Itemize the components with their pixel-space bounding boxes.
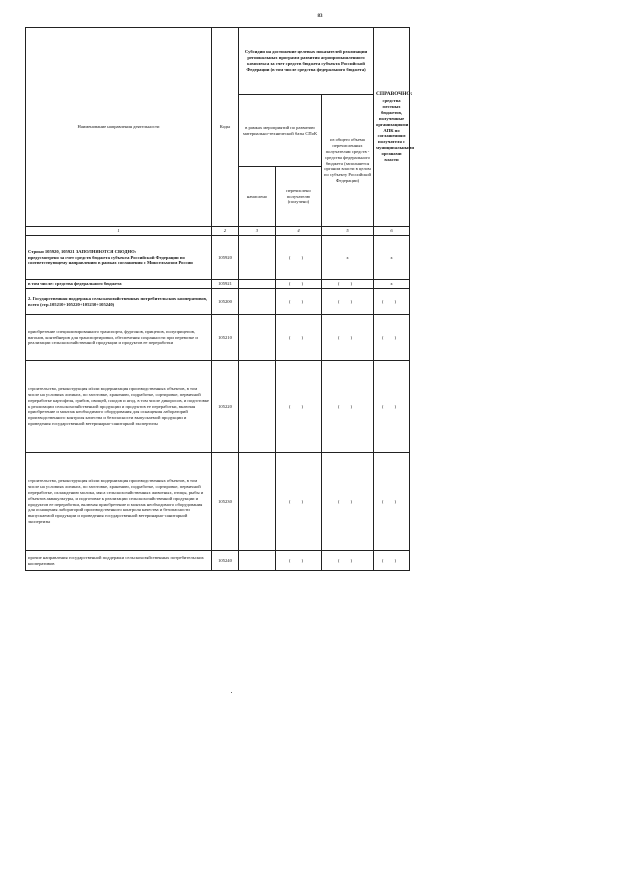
cell-accrued[interactable] [239, 453, 276, 551]
cell-transferred[interactable]: ( ) [276, 236, 322, 280]
row-code[interactable]: 105230 [212, 453, 239, 551]
table-row [26, 551, 410, 571]
row-text: прочие направления государственной поддержки сельскохозяйственных потребительских кооперативов [26, 551, 212, 571]
cell-reference[interactable]: ( ) [374, 551, 410, 571]
row-code[interactable]: 105200 [212, 289, 239, 315]
cell-federal[interactable]: ( ) [322, 361, 374, 453]
row-text: строительство, реконструкция и/или модернизация производственных объектов, в том числе на условиях лизинга, по заготовке, хранению, подработке, сортировке, первичной переработке, охлаждению молока, мяса сельскохозяйственных животных, птицы, рыбы и объектов аквакультуры, и подготовке к реализации сельскохозяйственной продукции и продуктов ее переработки, включая приобретение и монтаж необходимого оборудования для оснащения лабораторий производственного контроля качества и безопасности выпускаемой продукции и проведения государственной ветеринарно-санитарной экспертизы [26, 453, 212, 551]
cell-accrued[interactable] [239, 289, 276, 315]
table-row [26, 280, 410, 289]
cell-reference[interactable]: ( ) [374, 453, 410, 551]
cell-accrued[interactable] [239, 280, 276, 289]
table-row [26, 453, 410, 551]
row-text: приобретение специализированного транспорта, фургонов, прицепов, полуприцепов, вагонов, контейнеров для транспортировки, обеспечения сохранности при перевозке и реализации сельскохозяйственной продукции и продуктов ее переработки [26, 315, 212, 361]
cell-transferred[interactable]: ( ) [276, 453, 322, 551]
header-row-1 [26, 28, 410, 95]
cell-reference[interactable]: ( ) [374, 361, 410, 453]
cell-transferred[interactable]: ( ) [276, 289, 322, 315]
cell-federal[interactable]: ( ) [322, 280, 374, 289]
cell-accrued[interactable] [239, 551, 276, 571]
column-numbers-row [26, 227, 410, 236]
row-text: 2. Государственная поддержка сельскохозяйственных потребительских кооперативов, всего (стр.105210+105220+105230+105240) [26, 289, 212, 315]
header-name-column: Наименование направления деятельности [26, 28, 212, 227]
column-number: 1 [26, 227, 212, 236]
table-row [26, 236, 410, 280]
cell-transferred[interactable]: ( ) [276, 361, 322, 453]
column-number: 6 [374, 227, 410, 236]
row-code[interactable]: 105920 [212, 236, 239, 280]
header-reference-title: СПРАВОЧНО: [376, 90, 413, 97]
cell-transferred[interactable]: ( ) [276, 551, 322, 571]
row-code[interactable]: 105220 [212, 361, 239, 453]
column-number: 3 [239, 227, 276, 236]
row-text: строительство, реконструкция и/или модернизация производственных объектов, в том числе на условиях лизинга, по заготовке, хранению, подработке, сортировке, первичной переработке картофеля, грибов, овощей, плодов и ягод, в том числе дикоросов, и подготовке к реализации сельскохозяйственной продукции и продуктов ее переработки, включая приобретение и монтаж необходимого оборудования для оснащения лабораторий производственного контроля качества и безопасности выпускаемой продукции и проведения государственной ветеринарно-санитарной экспертизы [26, 361, 212, 453]
page-number: 83 [317, 14, 323, 19]
row-code[interactable]: 105240 [212, 551, 239, 571]
cell-reference[interactable]: x [374, 236, 410, 280]
table-row [26, 361, 410, 453]
header-within-events: в рамках мероприятий по развитию материально-технической базы СПоК [239, 95, 322, 167]
table-row [26, 289, 410, 315]
cell-transferred[interactable]: ( ) [276, 315, 322, 361]
column-number: 2 [212, 227, 239, 236]
header-transferred: перечислено получателю (получено) [276, 167, 322, 227]
row-code[interactable]: 105921 [212, 280, 239, 289]
header-reference-text: средства местных бюджетов, полученные организациями АПК по соглашениям получателя с муниципальными органами власти [376, 97, 415, 163]
cell-accrued[interactable] [239, 361, 276, 453]
column-number: 4 [276, 227, 322, 236]
cell-federal[interactable]: x [322, 236, 374, 280]
cell-federal[interactable]: ( ) [322, 315, 374, 361]
cell-reference[interactable]: x [374, 280, 410, 289]
row-text: в том числе: средства федерального бюджета [26, 280, 212, 289]
cell-federal[interactable]: ( ) [322, 289, 374, 315]
header-accrued: начислено [239, 167, 276, 227]
cell-reference[interactable]: ( ) [374, 315, 410, 361]
cell-accrued[interactable] [239, 236, 276, 280]
cell-federal[interactable]: ( ) [322, 453, 374, 551]
cell-reference[interactable]: ( ) [374, 289, 410, 315]
header-reference-cell [374, 28, 415, 227]
header-codes-column: Коды [212, 28, 239, 227]
column-number: 5 [322, 227, 374, 236]
row-title: Строки 105920, 105921 ЗАПОЛНЯЮТСЯ СВОДНО: [28, 248, 137, 254]
header-of-total: из общего объема перечисленных получателям средств - средства федерального бюджета (заполняется органом власти в целом по субъекту Российской Федерации) [322, 95, 374, 227]
report-form-table [25, 27, 415, 571]
row-description [26, 236, 212, 280]
scan-speck [231, 692, 232, 693]
cell-transferred[interactable]: ( ) [276, 280, 322, 289]
header-subsidy-group: Субсидии на достижение целевых показателей реализации региональных программ развития агропромышленного комплекса за счет средств бюджета субъекта Российской Федерации (в том числе средства федерального бюджета) [239, 28, 374, 95]
row-code[interactable]: 105210 [212, 315, 239, 361]
table-row [26, 315, 410, 361]
cell-federal[interactable]: ( ) [322, 551, 374, 571]
cell-accrued[interactable] [239, 315, 276, 361]
row-text: предусмотрено за счет средств бюджета субъекта Российской Федерации по соответствующему направлению в рамках соглашения с Минсельхозом России [28, 254, 193, 266]
